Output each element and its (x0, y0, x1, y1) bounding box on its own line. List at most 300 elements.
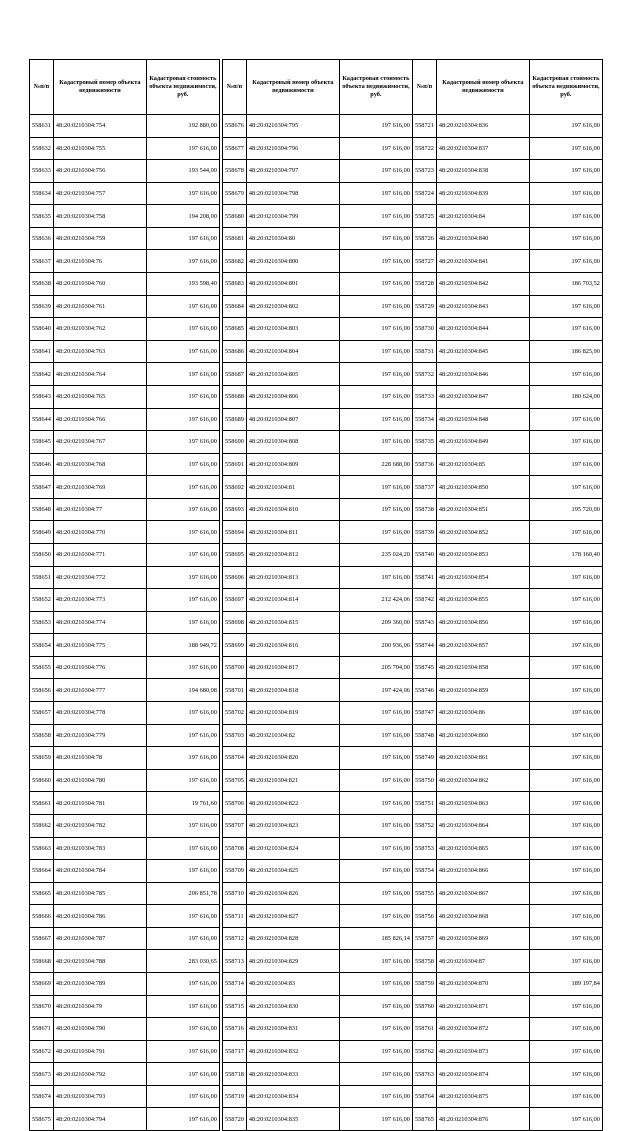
cadastral-value: 197 616,00 (339, 1108, 412, 1131)
table-row (223, 543, 413, 566)
row-number: 558727 (413, 250, 437, 273)
cadastral-number: 48:20:0210304:80 (246, 227, 339, 250)
row-number: 558746 (413, 679, 437, 702)
header-cadastral-value: Кадастровая стоимость объекта недвижимости, руб. (529, 60, 602, 115)
row-number: 558765 (413, 1108, 437, 1131)
cadastral-number: 48:20:0210304:777 (53, 679, 146, 702)
table-row (223, 1018, 413, 1041)
cadastral-number: 48:20:0210304:838 (436, 160, 529, 183)
cadastral-number: 48:20:0210304:810 (246, 498, 339, 521)
cadastral-number: 48:20:0210304:763 (53, 340, 146, 363)
table-row (30, 318, 220, 341)
cadastral-value: 197 616,00 (529, 747, 602, 770)
cadastral-value: 197 616,00 (146, 250, 219, 273)
cadastral-value: 197 616,00 (529, 814, 602, 837)
row-number: 558657 (30, 702, 54, 725)
cadastral-value: 205 704,00 (339, 656, 412, 679)
cadastral-number: 48:20:0210304:831 (246, 1018, 339, 1041)
cadastral-value: 197 616,00 (339, 882, 412, 905)
cadastral-value: 197 616,00 (529, 656, 602, 679)
cadastral-number: 48:20:0210304:823 (246, 814, 339, 837)
cadastral-value: 197 616,00 (146, 1085, 219, 1108)
row-number: 558743 (413, 611, 437, 634)
cadastral-number: 48:20:0210304:876 (436, 1108, 529, 1131)
table-row (223, 115, 413, 138)
row-number: 558764 (413, 1085, 437, 1108)
cadastral-value: 197 616,00 (146, 837, 219, 860)
row-number: 558691 (223, 453, 247, 476)
table-row (413, 837, 603, 860)
table-row (413, 860, 603, 883)
cadastral-number: 48:20:0210304:834 (246, 1085, 339, 1108)
row-number: 558669 (30, 972, 54, 995)
table-row (30, 476, 220, 499)
cadastral-number: 48:20:0210304:835 (246, 1108, 339, 1131)
row-number: 558726 (413, 227, 437, 250)
row-number: 558733 (413, 385, 437, 408)
row-number: 558723 (413, 160, 437, 183)
cadastral-value: 206 851,78 (146, 882, 219, 905)
row-number: 558713 (223, 950, 247, 973)
table-row (30, 273, 220, 296)
cadastral-value: 185 826,14 (339, 927, 412, 950)
row-number: 558682 (223, 250, 247, 273)
table-row (30, 453, 220, 476)
cadastral-value: 197 616,00 (339, 137, 412, 160)
row-number: 558720 (223, 1108, 247, 1131)
row-number: 558671 (30, 1018, 54, 1041)
row-number: 558650 (30, 543, 54, 566)
cadastral-number: 48:20:0210304:81 (246, 476, 339, 499)
table-row (223, 837, 413, 860)
cadastral-value: 197 616,00 (529, 1108, 602, 1131)
cadastral-number: 48:20:0210304:836 (436, 115, 529, 138)
cadastral-value: 197 616,00 (146, 1018, 219, 1041)
table-row (223, 318, 413, 341)
table-row (413, 769, 603, 792)
row-number: 558724 (413, 182, 437, 205)
row-number: 558690 (223, 431, 247, 454)
cadastral-number: 48:20:0210304:807 (246, 408, 339, 431)
cadastral-number: 48:20:0210304:86 (436, 702, 529, 725)
cadastral-value: 197 616,00 (146, 363, 219, 386)
cadastral-number: 48:20:0210304:822 (246, 792, 339, 815)
table-row (413, 792, 603, 815)
cadastral-number: 48:20:0210304:864 (436, 814, 529, 837)
row-number: 558744 (413, 634, 437, 657)
cadastral-number: 48:20:0210304:828 (246, 927, 339, 950)
cadastral-number: 48:20:0210304:769 (53, 476, 146, 499)
cadastral-value: 197 424,06 (339, 679, 412, 702)
table-row (413, 679, 603, 702)
row-number: 558633 (30, 160, 54, 183)
cadastral-value: 197 616,00 (529, 702, 602, 725)
table-row (223, 882, 413, 905)
cadastral-number: 48:20:0210304:850 (436, 476, 529, 499)
cadastral-number: 48:20:0210304:796 (246, 137, 339, 160)
row-number: 558672 (30, 1040, 54, 1063)
table-row (413, 589, 603, 612)
cadastral-number: 48:20:0210304:840 (436, 227, 529, 250)
row-number: 558640 (30, 318, 54, 341)
row-number: 558711 (223, 905, 247, 928)
table-row (413, 702, 603, 725)
row-number: 558651 (30, 566, 54, 589)
cadastral-number: 48:20:0210304:857 (436, 634, 529, 657)
cadastral-number: 48:20:0210304:859 (436, 679, 529, 702)
row-number: 558683 (223, 273, 247, 296)
table-row (413, 182, 603, 205)
table-row (413, 1040, 603, 1063)
row-number: 558676 (223, 115, 247, 138)
table-row (223, 1108, 413, 1131)
cadastral-number: 48:20:0210304:774 (53, 611, 146, 634)
table-row (413, 1063, 603, 1086)
row-number: 558685 (223, 318, 247, 341)
cadastral-number: 48:20:0210304:799 (246, 205, 339, 228)
row-number: 558740 (413, 543, 437, 566)
table-row (223, 498, 413, 521)
cadastral-number: 48:20:0210304:808 (246, 431, 339, 454)
cadastral-number: 48:20:0210304:860 (436, 724, 529, 747)
table-row (30, 837, 220, 860)
row-number: 558715 (223, 995, 247, 1018)
row-number: 558722 (413, 137, 437, 160)
row-number: 558693 (223, 498, 247, 521)
cadastral-number: 48:20:0210304:861 (436, 747, 529, 770)
cadastral-number: 48:20:0210304:869 (436, 927, 529, 950)
table-row (30, 589, 220, 612)
cadastral-value: 197 616,00 (529, 927, 602, 950)
table-row (30, 543, 220, 566)
row-number: 558712 (223, 927, 247, 950)
cadastral-value: 197 616,00 (146, 927, 219, 950)
cadastral-value: 197 616,00 (529, 679, 602, 702)
table-row (413, 656, 603, 679)
table-row (223, 363, 413, 386)
cadastral-number: 48:20:0210304:841 (436, 250, 529, 273)
cadastral-number: 48:20:0210304:874 (436, 1063, 529, 1086)
row-number: 558645 (30, 431, 54, 454)
table-row (413, 950, 603, 973)
row-number: 558634 (30, 182, 54, 205)
cadastral-value: 197 616,00 (529, 250, 602, 273)
row-number: 558677 (223, 137, 247, 160)
table-row (223, 769, 413, 792)
cadastral-number: 48:20:0210304:833 (246, 1063, 339, 1086)
cadastral-number: 48:20:0210304:816 (246, 634, 339, 657)
row-number: 558687 (223, 363, 247, 386)
cadastral-value: 197 616,00 (339, 702, 412, 725)
table-row (223, 634, 413, 657)
row-number: 558753 (413, 837, 437, 860)
table-row (30, 431, 220, 454)
cadastral-number: 48:20:0210304:875 (436, 1085, 529, 1108)
row-number: 558754 (413, 860, 437, 883)
cadastral-value: 197 616,00 (146, 295, 219, 318)
row-number: 558760 (413, 995, 437, 1018)
table-row (30, 1085, 220, 1108)
row-number: 558674 (30, 1085, 54, 1108)
row-number: 558636 (30, 227, 54, 250)
cadastral-value: 197 616,00 (339, 385, 412, 408)
cadastral-number: 48:20:0210304:779 (53, 724, 146, 747)
cadastral-number: 48:20:0210304:78 (53, 747, 146, 770)
row-number: 558748 (413, 724, 437, 747)
cadastral-value: 197 616,00 (146, 182, 219, 205)
cadastral-number: 48:20:0210304:764 (53, 363, 146, 386)
table-row (223, 724, 413, 747)
table-row (413, 1108, 603, 1131)
cadastral-number: 48:20:0210304:767 (53, 431, 146, 454)
table-row (223, 227, 413, 250)
cadastral-number: 48:20:0210304:785 (53, 882, 146, 905)
table-row (30, 702, 220, 725)
cadastral-value: 197 616,00 (339, 521, 412, 544)
table-row (223, 453, 413, 476)
cadastral-number: 48:20:0210304:794 (53, 1108, 146, 1131)
table-row (413, 1018, 603, 1041)
row-number: 558756 (413, 905, 437, 928)
header-cadastral-number: Кадастровый номер объекта недвижимости (246, 60, 339, 115)
cadastral-value: 197 616,00 (146, 385, 219, 408)
cadastral-number: 48:20:0210304:815 (246, 611, 339, 634)
cadastral-value: 197 616,00 (146, 724, 219, 747)
row-number: 558663 (30, 837, 54, 860)
cadastral-value: 197 616,00 (146, 1108, 219, 1131)
row-number: 558642 (30, 363, 54, 386)
cadastral-number: 48:20:0210304:867 (436, 882, 529, 905)
cadastral-number: 48:20:0210304:770 (53, 521, 146, 544)
row-number: 558649 (30, 521, 54, 544)
row-number: 558761 (413, 1018, 437, 1041)
cadastral-number: 48:20:0210304:806 (246, 385, 339, 408)
cadastral-number: 48:20:0210304:813 (246, 566, 339, 589)
table-row (413, 295, 603, 318)
cadastral-number: 48:20:0210304:782 (53, 814, 146, 837)
row-number: 558730 (413, 318, 437, 341)
cadastral-value: 193 544,00 (146, 160, 219, 183)
cadastral-number: 48:20:0210304:85 (436, 453, 529, 476)
cadastral-value: 197 616,00 (529, 205, 602, 228)
row-number: 558750 (413, 769, 437, 792)
cadastral-number: 48:20:0210304:842 (436, 273, 529, 296)
cadastral-table-1 (29, 59, 220, 1131)
row-number: 558644 (30, 408, 54, 431)
row-number: 558631 (30, 115, 54, 138)
cadastral-value: 189 197,84 (529, 972, 602, 995)
cadastral-number: 48:20:0210304:856 (436, 611, 529, 634)
row-number: 558665 (30, 882, 54, 905)
row-number: 558653 (30, 611, 54, 634)
cadastral-value: 197 616,00 (146, 995, 219, 1018)
cadastral-number: 48:20:0210304:873 (436, 1040, 529, 1063)
cadastral-value: 197 616,00 (339, 1085, 412, 1108)
table-row (413, 814, 603, 837)
table-row (413, 521, 603, 544)
row-number: 558639 (30, 295, 54, 318)
table-row (413, 160, 603, 183)
row-number: 558660 (30, 769, 54, 792)
row-number: 558710 (223, 882, 247, 905)
table-row (30, 137, 220, 160)
table-row (413, 250, 603, 273)
table-row (223, 995, 413, 1018)
cadastral-value: 197 616,00 (339, 363, 412, 386)
cadastral-value: 283 030,65 (146, 950, 219, 973)
table-row (223, 160, 413, 183)
cadastral-table-2 (222, 59, 413, 1131)
row-number: 558752 (413, 814, 437, 837)
cadastral-number: 48:20:0210304:773 (53, 589, 146, 612)
row-number: 558667 (30, 927, 54, 950)
cadastral-number: 48:20:0210304:817 (246, 656, 339, 679)
table-row (223, 137, 413, 160)
table-row (30, 1108, 220, 1131)
table-row (30, 115, 220, 138)
cadastral-value: 197 616,00 (529, 227, 602, 250)
cadastral-number: 48:20:0210304:819 (246, 702, 339, 725)
table-row (223, 702, 413, 725)
cadastral-number: 48:20:0210304:821 (246, 769, 339, 792)
cadastral-number: 48:20:0210304:83 (246, 972, 339, 995)
cadastral-value: 197 616,00 (529, 521, 602, 544)
cadastral-value: 194 208,00 (146, 205, 219, 228)
cadastral-number: 48:20:0210304:866 (436, 860, 529, 883)
cadastral-value: 197 616,00 (339, 295, 412, 318)
table-row (223, 860, 413, 883)
cadastral-value: 197 616,00 (339, 431, 412, 454)
row-number: 558702 (223, 702, 247, 725)
cadastral-number: 48:20:0210304:754 (53, 115, 146, 138)
table-row (30, 340, 220, 363)
cadastral-value: 197 616,00 (529, 431, 602, 454)
cadastral-value: 197 616,00 (339, 1063, 412, 1086)
cadastral-number: 48:20:0210304:824 (246, 837, 339, 860)
cadastral-number: 48:20:0210304:825 (246, 860, 339, 883)
cadastral-number: 48:20:0210304:801 (246, 273, 339, 296)
row-number: 558718 (223, 1063, 247, 1086)
table-row (223, 589, 413, 612)
table-row (223, 566, 413, 589)
cadastral-value: 197 616,00 (339, 792, 412, 815)
table-row (413, 905, 603, 928)
row-number: 558646 (30, 453, 54, 476)
cadastral-value: 194 680,08 (146, 679, 219, 702)
row-number: 558661 (30, 792, 54, 815)
table-row (223, 431, 413, 454)
row-number: 558734 (413, 408, 437, 431)
cadastral-number: 48:20:0210304:768 (53, 453, 146, 476)
cadastral-value: 197 616,00 (339, 905, 412, 928)
table-row (30, 205, 220, 228)
cadastral-number: 48:20:0210304:818 (246, 679, 339, 702)
table-row (30, 1063, 220, 1086)
cadastral-value: 197 616,00 (339, 498, 412, 521)
cadastral-value: 197 616,00 (339, 837, 412, 860)
row-number: 558738 (413, 498, 437, 521)
cadastral-value: 197 616,00 (146, 747, 219, 770)
cadastral-value: 197 616,00 (146, 860, 219, 883)
row-number: 558664 (30, 860, 54, 883)
row-number: 558758 (413, 950, 437, 973)
row-number: 558680 (223, 205, 247, 228)
cadastral-number: 48:20:0210304:760 (53, 273, 146, 296)
cadastral-number: 48:20:0210304:826 (246, 882, 339, 905)
cadastral-value: 197 616,00 (339, 747, 412, 770)
table-row (413, 453, 603, 476)
cadastral-value: 197 616,00 (529, 115, 602, 138)
row-number: 558742 (413, 589, 437, 612)
row-number: 558647 (30, 476, 54, 499)
cadastral-number: 48:20:0210304:829 (246, 950, 339, 973)
cadastral-number: 48:20:0210304:786 (53, 905, 146, 928)
table-row (413, 476, 603, 499)
cadastral-number: 48:20:0210304:76 (53, 250, 146, 273)
table-row (413, 927, 603, 950)
cadastral-value: 193 598,40 (146, 273, 219, 296)
table-row (30, 769, 220, 792)
cadastral-number: 48:20:0210304:847 (436, 385, 529, 408)
table-row (223, 950, 413, 973)
table-row (30, 385, 220, 408)
cadastral-number: 48:20:0210304:790 (53, 1018, 146, 1041)
cadastral-value: 197 616,00 (339, 724, 412, 747)
row-number: 558686 (223, 340, 247, 363)
table-row (413, 340, 603, 363)
table-row (223, 273, 413, 296)
cadastral-value: 197 616,00 (339, 860, 412, 883)
cadastral-number: 48:20:0210304:872 (436, 1018, 529, 1041)
row-number: 558717 (223, 1040, 247, 1063)
table-row (223, 905, 413, 928)
table-row (30, 927, 220, 950)
table-row (223, 679, 413, 702)
table-row (223, 340, 413, 363)
cadastral-value: 197 616,00 (529, 453, 602, 476)
cadastral-number: 48:20:0210304:865 (436, 837, 529, 860)
cadastral-value: 197 616,00 (339, 476, 412, 499)
cadastral-value: 197 616,00 (529, 182, 602, 205)
cadastral-number: 48:20:0210304:853 (436, 543, 529, 566)
cadastral-number: 48:20:0210304:757 (53, 182, 146, 205)
cadastral-number: 48:20:0210304:851 (436, 498, 529, 521)
table-row (413, 205, 603, 228)
row-number: 558749 (413, 747, 437, 770)
table-row (413, 408, 603, 431)
row-number: 558714 (223, 972, 247, 995)
cadastral-number: 48:20:0210304:775 (53, 634, 146, 657)
cadastral-number: 48:20:0210304:776 (53, 656, 146, 679)
table-row (223, 385, 413, 408)
header-cadastral-number: Кадастровый номер объекта недвижимости (436, 60, 529, 115)
row-number: 558638 (30, 273, 54, 296)
row-number: 558701 (223, 679, 247, 702)
row-number: 558731 (413, 340, 437, 363)
table-row (413, 882, 603, 905)
table-row (30, 724, 220, 747)
cadastral-number: 48:20:0210304:800 (246, 250, 339, 273)
cadastral-number: 48:20:0210304:802 (246, 295, 339, 318)
table-row (413, 1085, 603, 1108)
cadastral-value: 197 616,00 (146, 814, 219, 837)
cadastral-value: 197 616,00 (529, 769, 602, 792)
table-row (30, 905, 220, 928)
table-row (413, 273, 603, 296)
table-row (223, 250, 413, 273)
cadastral-value: 197 616,00 (146, 498, 219, 521)
table-row (30, 860, 220, 883)
